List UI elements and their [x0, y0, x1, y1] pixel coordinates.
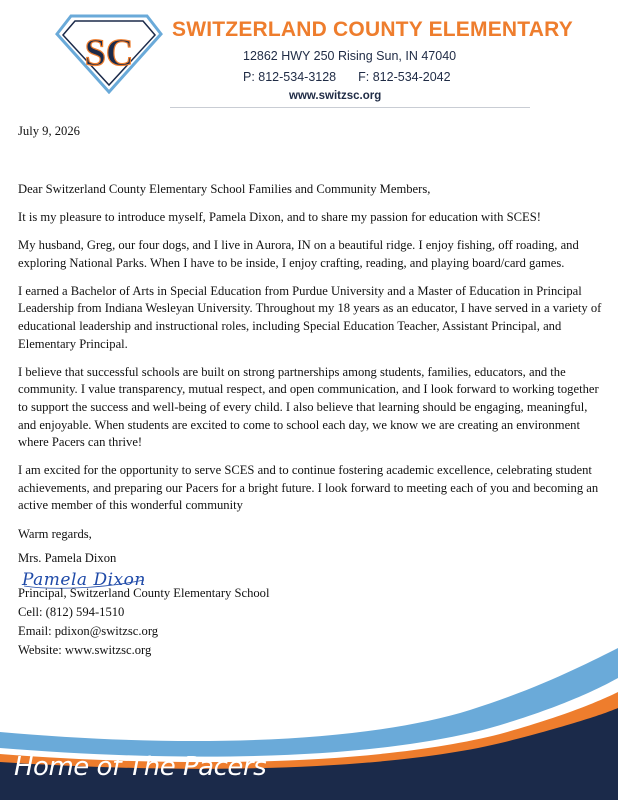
svg-text:Pamela Dixon: Pamela Dixon: [22, 570, 146, 590]
paragraph: I am excited for the opportunity to serve SCES and to continue fostering academic excellence, celebrating student achievements, and preparing our Pacers for a bright future. I look forward to meeting each of you and becoming an active member of this wonderful community: [18, 463, 599, 513]
signer-cell: Cell: (812) 594-1510: [18, 605, 125, 619]
school-address: 12862 HWY 250 Rising Sun, IN 47040: [243, 49, 457, 63]
signer-email[interactable]: Email: pdixon@switzsc.org: [18, 624, 159, 638]
school-logo: [55, 12, 163, 94]
closing: Warm regards,: [18, 526, 92, 541]
signer-title: Principal, Switzerland County Elementary School: [18, 586, 270, 600]
phone-number: P: 812-534-3128: [243, 70, 337, 84]
signer-name: Mrs. Pamela Dixon: [18, 551, 117, 565]
signer-website[interactable]: Website: www.switzsc.org: [18, 643, 152, 657]
letter-date: July 9, 2026: [18, 124, 80, 138]
salutation: Dear Switzerland County Elementary School Families and Community Members,: [18, 182, 431, 196]
paragraph: I earned a Bachelor of Arts in Special Education from Purdue University and a Master of Education in Principal Leadership from Indiana Wesleyan University. Throughout my 18 years as an educator, I have served in a variety of educational leadership and instructional roles, including Special Education Teacher, Assistant Principal, and Elementary Principal.: [18, 283, 602, 351]
header-divider: [170, 107, 530, 108]
letterhead: [0, 0, 618, 110]
paragraph: I believe that successful schools are built on strong partnerships among students, families, educators, and the community. I value transparency, mutual respect, and open communication, and I look forward to working together to support the success and well-being of every child. I also believe that learning should be engaging, meaningful, and enjoyable. When students are excited to come to school each day, we know we are creating an environment where Pacers can thrive!: [18, 364, 599, 450]
logo-letters: SC: [84, 32, 134, 74]
school-phones: [243, 70, 451, 84]
fax-number: F: 812-534-2042: [358, 70, 451, 84]
school-name: SWITZERLAND COUNTY ELEMENTARY: [172, 18, 573, 41]
letter-body: [18, 181, 604, 554]
paragraph: It is my pleasure to introduce myself, Pamela Dixon, and to share my passion for education with SCES!: [18, 210, 541, 225]
school-website[interactable]: www.switzsc.org: [289, 90, 382, 102]
footer-tagline: Home of The Pacers: [14, 752, 267, 782]
paragraph: My husband, Greg, our four dogs, and I live in Aurora, IN on a beautiful ridge. I enjoy fishing, off roading, and exploring National Parks. When I have to be inside, I enjoy crafting, reading, and playing board/card games.: [18, 238, 579, 270]
